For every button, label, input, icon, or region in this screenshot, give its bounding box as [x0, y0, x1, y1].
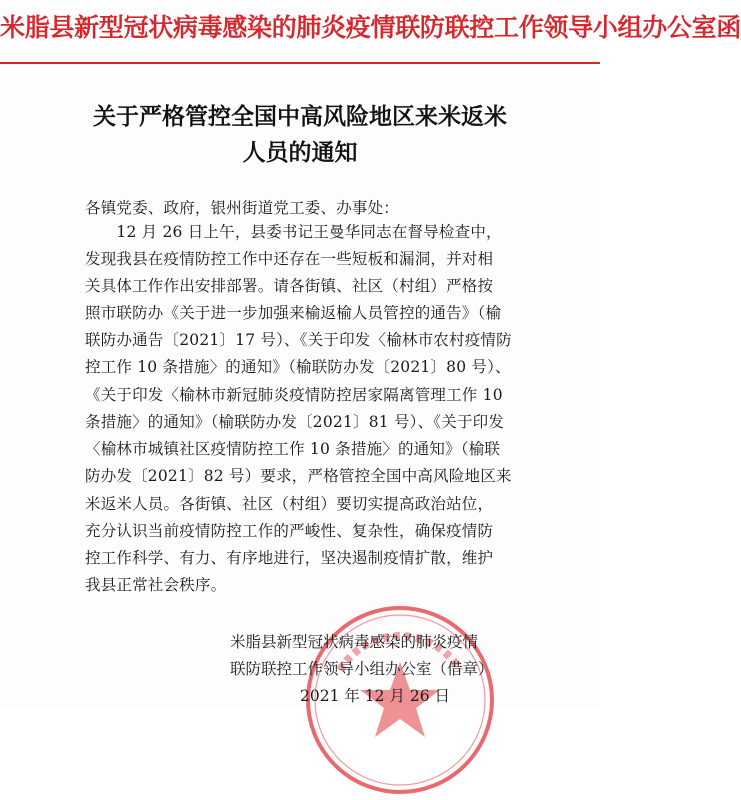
body-line: 米返米人员。各街镇、社区（村组）要切实提高政治站位，	[85, 495, 494, 513]
body-line: 12 月 26 日上午，县委书记王曼华同志在督导检查中，	[85, 223, 502, 241]
body-line: 充分认识当前疫情防控工作的严峻性、复杂性，确保疫情防	[85, 522, 494, 540]
body-line: 防办发〔2021〕82 号）要求，严格管控全国中高风险地区来	[85, 467, 512, 485]
body-line: 控工作科学、有力、有序地进行，坚决遏制疫情扩散，维护	[85, 549, 494, 567]
body-line: 关具体工作作出安排部署。请各街镇、社区（村组）严格按	[85, 277, 494, 295]
body-line: 《关于印发〈榆林市新冠肺炎疫情防控居家隔离管理工作 10	[85, 386, 503, 404]
addressee-line: 各镇党委、政府，银州街道党工委、办事处：	[85, 199, 400, 217]
notice-title-line-1: 关于严格管控全国中高风险地区来米返米	[93, 104, 507, 130]
body-line: 照市联防办《关于进一步加强来榆返榆人员管控的通告》（榆	[85, 304, 502, 322]
body-line: 我县正常社会秩序。	[85, 576, 227, 594]
body-line: 条措施〉的通知》（榆联防办发〔2021〕81 号）、《关于印发	[85, 413, 505, 431]
notice-title-line-2: 人员的通知	[242, 140, 358, 166]
body-line: 〈榆林市城镇社区疫情防控工作 10 条措施〉的通知》（榆联	[85, 440, 501, 458]
body-line: 联防办通告〔2021〕17 号）、《关于印发〈榆林市农村疫情防	[85, 331, 512, 349]
letterhead-red-rule	[0, 62, 600, 64]
org-letterhead-title: 米脂县新型冠状病毒感染的肺炎疫情联防联控工作领导小组办公室函	[0, 13, 741, 42]
signature-line-1: 米脂县新型冠状病毒感染的肺炎疫情	[230, 633, 479, 651]
body-line: 控工作 10 条措施〉的通知》（榆联防办发〔2021〕80 号）、	[85, 358, 511, 376]
signature-line-2: 联防联控工作领导小组办公室（借章）	[230, 660, 494, 678]
document-date: 2021 年 12 月 26 日	[300, 687, 451, 705]
body-line: 发现我县在疫情防控工作中还存在一些短板和漏洞，并对相	[85, 250, 494, 268]
